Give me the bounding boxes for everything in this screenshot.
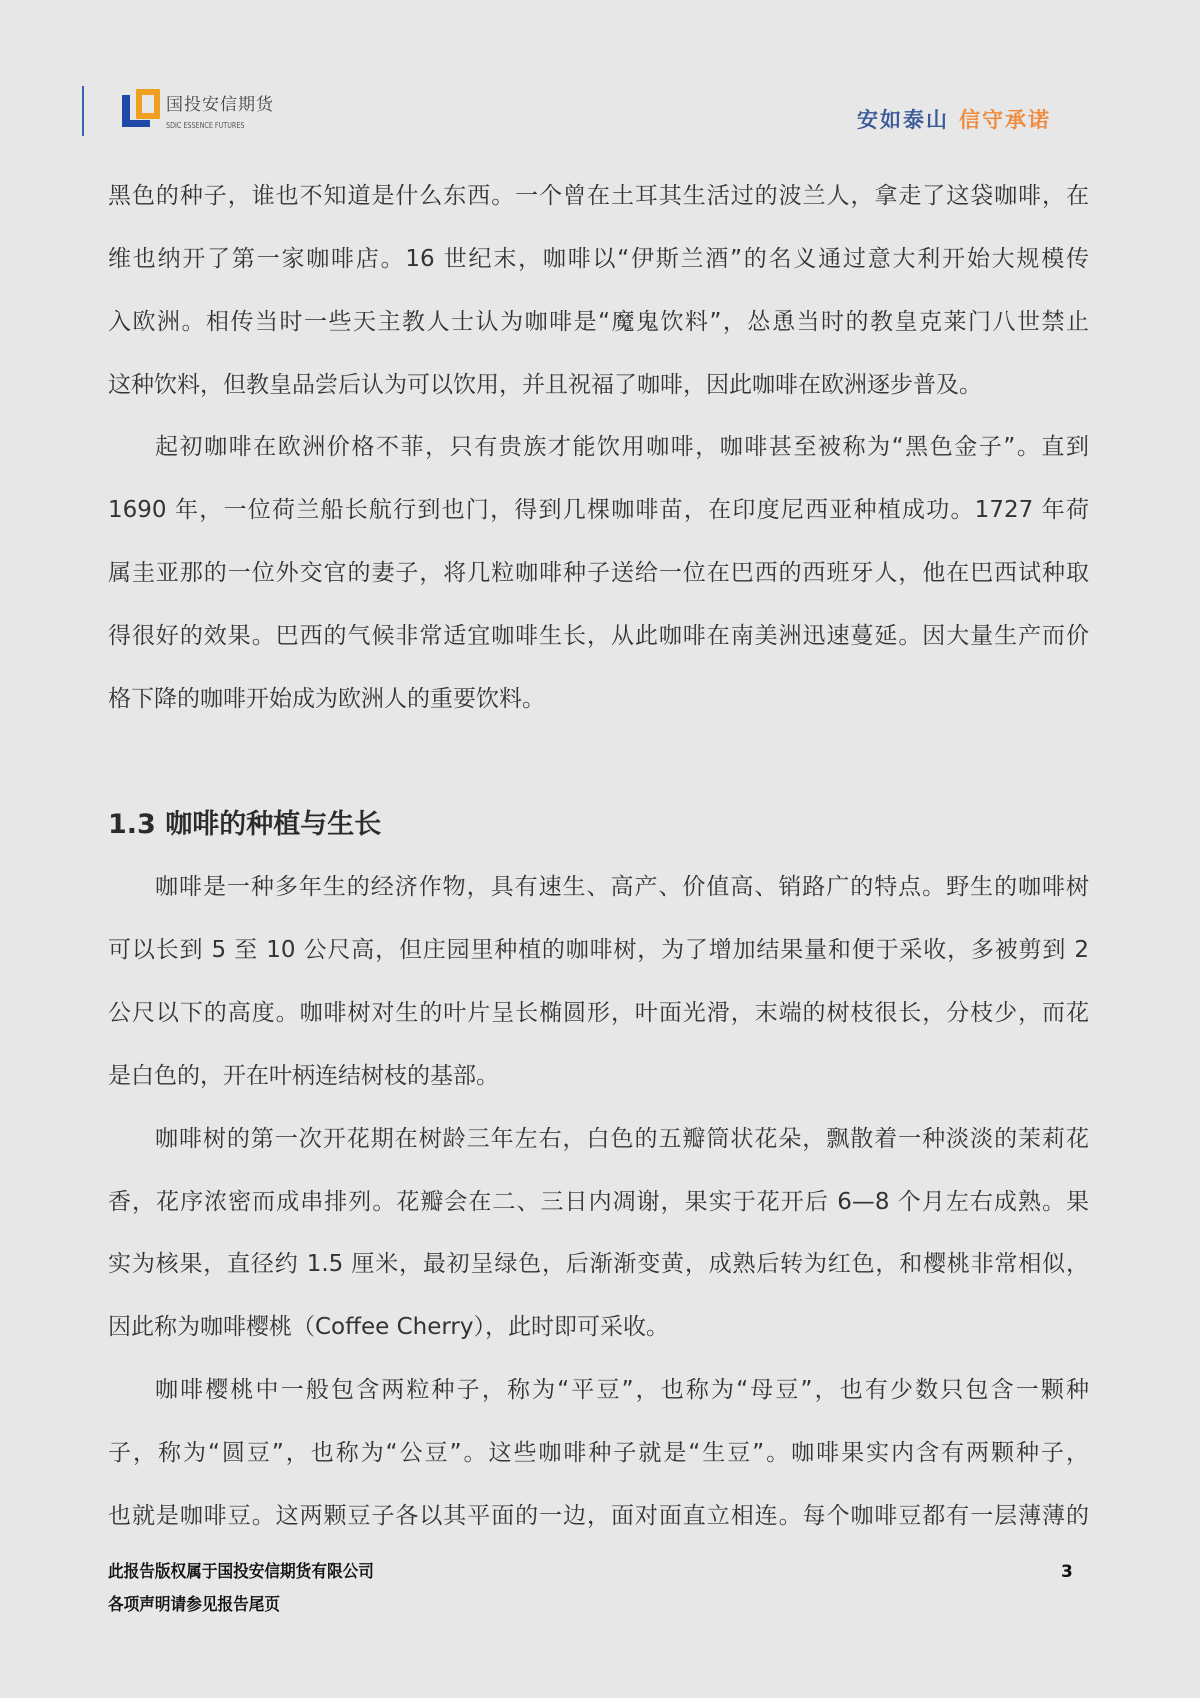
- page-number: 3: [1061, 1562, 1073, 1582]
- paragraph-line: 黑色的种子，谁也不知道是什么东西。一个曾在土耳其生活过的波兰人，拿走了这袋咖啡，在: [108, 183, 1089, 209]
- footer-disclaimer: 各项声明请参见报告尾页: [108, 1595, 281, 1615]
- paragraph-line: 子，称为“圆豆”，也称为“公豆”。这些咖啡种子就是“生豆”。咖啡果实内含有两颗种子，: [108, 1440, 1089, 1466]
- paragraph-line: 咖啡是一种多年生的经济作物，具有速生、高产、价值高、销路广的特点。野生的咖啡树: [155, 874, 1089, 901]
- header-divider: [82, 86, 84, 136]
- slogan-part2: 信守承诺: [959, 108, 1051, 132]
- paragraph-line: 属圭亚那的一位外交官的妻子，将几粒咖啡种子送给一位在巴西的西班牙人，他在巴西试种取: [108, 560, 1089, 587]
- paragraph-line: 咖啡樱桃中一般包含两粒种子，称为“平豆”，也称为“母豆”，也有少数只包含一颗种: [155, 1377, 1089, 1404]
- paragraph-line: 1690 年，一位荷兰船长航行到也门，得到几棵咖啡苗，在印度尼西亚种植成功。1727 年荷: [108, 497, 1089, 524]
- paragraph-line: 维也纳开了第一家咖啡店。16 世纪末，咖啡以“伊斯兰酒”的名义通过意大利开始大规模传: [108, 245, 1089, 272]
- paragraph-line: 这种饮料，但教皇品尝后认为可以饮用，并且祝福了咖啡，因此咖啡在欧洲逐步普及。: [108, 371, 982, 398]
- logo-chinese-name: 国投安信期货: [166, 95, 274, 115]
- logo-english-name: SDIC ESSENCE FUTURES: [166, 121, 245, 130]
- company-logo-icon: [122, 89, 160, 127]
- slogan-part1: 安如泰山: [857, 108, 949, 132]
- paragraph-line: 香，花序浓密而成串排列。花瓣会在二、三日内凋谢，果实于花开后 6—8 个月左右成熟。果: [108, 1188, 1089, 1215]
- paragraph-line: 得很好的效果。巴西的气候非常适宜咖啡生长，从此咖啡在南美洲迅速蔓延。因大量生产而价: [108, 622, 1089, 649]
- paragraph-line: 也就是咖啡豆。这两颗豆子各以其平面的一边，面对面直立相连。每个咖啡豆都有一层薄薄的: [108, 1502, 1089, 1529]
- footer-copyright: 此报告版权属于国投安信期货有限公司: [108, 1562, 374, 1582]
- slogan: [857, 107, 1051, 133]
- paragraph-line: 入欧洲。相传当时一些天主教人士认为咖啡是“魔鬼饮料”，怂恿当时的教皇克莱门八世禁止: [108, 308, 1089, 335]
- paragraph-line: 是白色的，开在叶柄连结树枝的基部。: [108, 1062, 499, 1089]
- paragraph-line: 公尺以下的高度。咖啡树对生的叶片呈长椭圆形，叶面光滑，末端的树枝很长，分枝少，而花: [108, 1000, 1089, 1027]
- paragraph-line: 格下降的咖啡开始成为欧洲人的重要饮料。: [108, 685, 545, 712]
- paragraph-line: 可以长到 5 至 10 公尺高，但庄园里种植的咖啡树，为了增加结果量和便于采收，多被剪到 2: [108, 937, 1089, 964]
- section-heading: 1.3 咖啡的种植与生长: [108, 808, 382, 840]
- paragraph-line: 因此称为咖啡樱桃（Coffee Cherry），此时即可采收。: [108, 1314, 669, 1341]
- paragraph-line: 咖啡树的第一次开花期在树龄三年左右，白色的五瓣筒状花朵，飘散着一种淡淡的茉莉花: [155, 1125, 1089, 1152]
- paragraph-line: 实为核果，直径约 1.5 厘米，最初呈绿色，后渐渐变黄，成熟后转为红色，和樱桃非常相似，: [108, 1251, 1089, 1278]
- paragraph-line: 起初咖啡在欧洲价格不菲，只有贵族才能饮用咖啡，咖啡甚至被称为“黑色金子”。直到: [155, 434, 1089, 461]
